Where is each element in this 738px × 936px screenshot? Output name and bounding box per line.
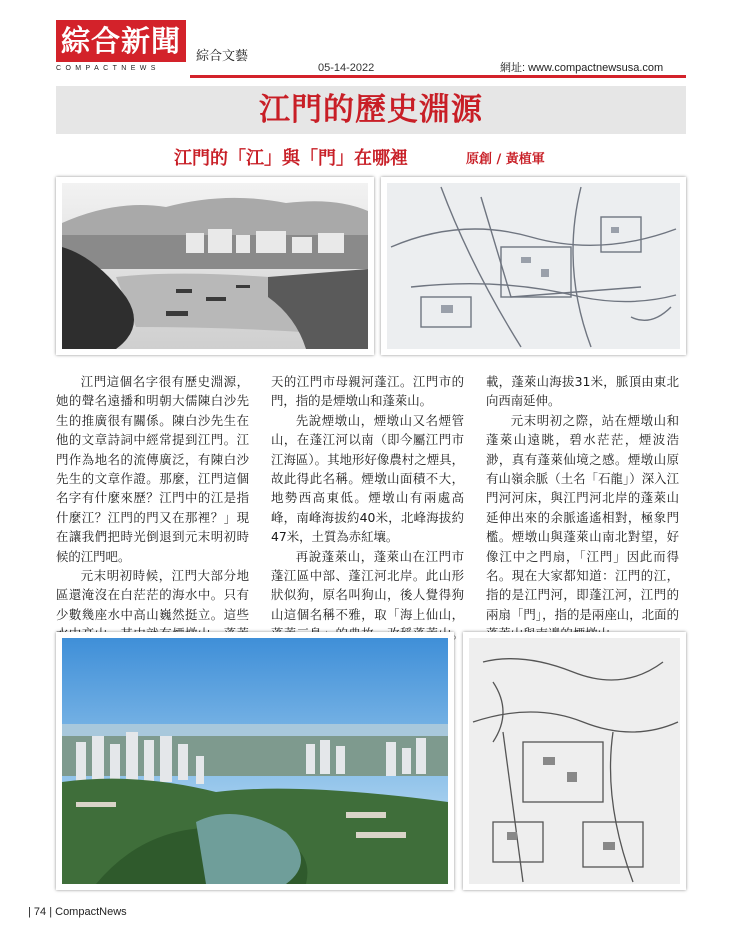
section-label: 綜合文藝 bbox=[196, 49, 249, 64]
issue-date: 05-14-2022 bbox=[318, 62, 375, 74]
old-town-map-1 bbox=[381, 177, 686, 355]
paragraph: 天的江門市母親河蓬江。江門市的門，指的是煙墩山和蓬萊山。 bbox=[271, 374, 464, 409]
article-column-3 bbox=[486, 372, 679, 644]
old-town-map-2 bbox=[463, 632, 686, 890]
article-subtitle: 江門的「江」與「門」在哪裡 bbox=[174, 148, 408, 169]
paragraph: 載，蓬萊山海拔31米，脈頂由東北向西南延伸。 bbox=[486, 374, 679, 409]
logo-subtext: COMPACTNEWS bbox=[56, 65, 160, 72]
aerial-city-photo bbox=[56, 632, 454, 890]
masthead-logo bbox=[56, 20, 186, 62]
paragraph: 元末明初時候，江門大部分地區還淹沒在白茫茫的海水中。只有少數幾座水中高山巍然挺立。這些 bbox=[56, 568, 249, 622]
header-rule bbox=[190, 75, 686, 78]
article-title: 江門的歷史淵源 bbox=[259, 92, 483, 128]
historic-river-photo bbox=[56, 177, 374, 355]
article-column-2 bbox=[271, 372, 464, 663]
paragraph: 元末明初之際，站在煙墩山和蓬萊山遠眺，碧水茫茫，煙波浩渺，真有蓬萊仙境之感。煙墩山原有山嶺余脈（土名「石龍」）深入江門河河床，與江門河北岸的蓬萊山延伸出來的余脈遙遙相對，極象門檻。煙墩山與蓬萊山南北對望，好像江中之門扇，「江門」因此而得名。現在大家都知道：江門的江，指的是江門河，即蓬江河，江門的兩扇「門」，指的是兩座山，北面的 bbox=[486, 412, 679, 622]
paragraph: 江門這個名字很有歷史淵源，她的聲名遠播和明朝大儒陳白沙先生的推廣很有關係。陳白沙先生在他的文章詩詞中經常提到江門。江門作為地名的流傳廣泛，有陳白沙先生的文章作證。那麼，江門這個名字有什麼來歷？江門中的江是指什麼江？江門的門又在那裡？」現在讓我們把時光倒退到元末明初時候的江門吧。 bbox=[56, 374, 249, 564]
website-url: 網址: www.compactnewsusa.com bbox=[500, 62, 664, 74]
paragraph: 再說蓬萊山，蓬萊山在江門市蓬江區中部、蓬江河北岸。此山形狀似狗，原名叫狗山，後人覺得狗山這個名稱不雅，取「海上仙山， 。 bbox=[271, 548, 464, 642]
paragraph: 先說煙墩山，煙墩山又名煙管山，在蓬江河以南（即今屬江門市江海區）。其地形好像農村之煙具，故此得此名稱。煙墩山面積不大，地勢西高東低。煙墩山有兩處高峰，南峰海拔約40米，北峰海拔約47米，土質為赤紅壤。 bbox=[271, 412, 464, 545]
article-author: 原創 / 黃植軍 bbox=[466, 152, 545, 167]
page-footer: | 74 | CompactNews bbox=[28, 906, 127, 918]
logo-text: 綜合新聞 bbox=[60, 24, 181, 58]
